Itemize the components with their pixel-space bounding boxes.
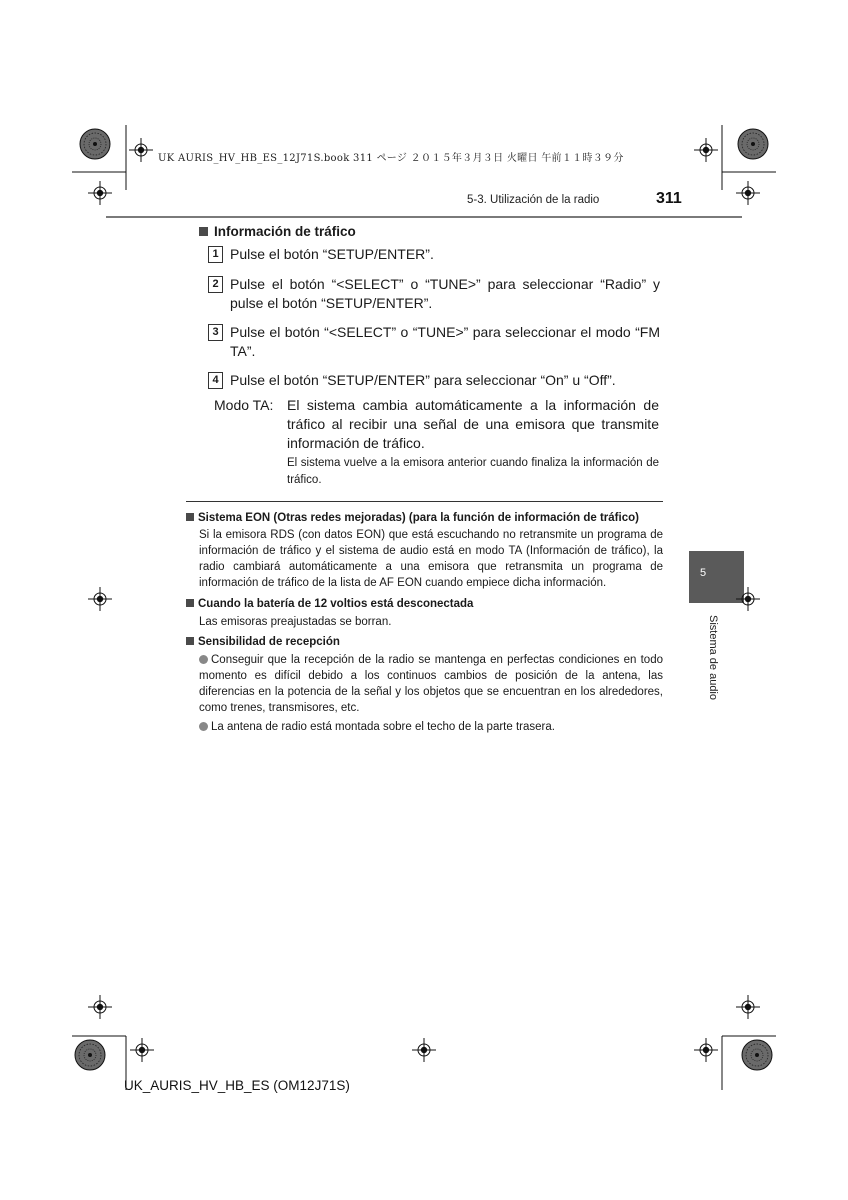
section-heading: Información de tráfico xyxy=(199,224,356,239)
list-item: La antena de radio está montada sobre el techo de la parte trasera. xyxy=(199,719,663,735)
ta-mode-label: Modo TA: xyxy=(214,397,274,413)
ta-mode-note: El sistema vuelve a la emisora anterior cuando finaliza la información de tráfico. xyxy=(287,457,659,486)
step-number: 4 xyxy=(208,372,223,389)
step-text: Pulse el botón “SETUP/ENTER”. xyxy=(230,246,434,262)
note-heading-reception: Sensibilidad de recepción xyxy=(186,634,340,650)
step-text: Pulse el botón “<SELECT” o “TUNE>” para seleccionar “Radio” y pulse el botón “SETUP/ENTER”. xyxy=(230,276,660,311)
page-number: 311 xyxy=(656,190,682,207)
note-text-eon: Si la emisora RDS (con datos EON) que está escuchando no retransmite un programa de información de tráfico y el sistema de audio está en modo TA (Información de tráfico), la radio cambiará automáticamente a una emisora que retransmita un programa de información de tráfico de la lista de AF EON cuando empiece dicha información. xyxy=(199,529,663,589)
note-text-battery: Las emisoras preajustadas se borran. xyxy=(199,616,392,628)
step-text: Pulse el botón “SETUP/ENTER” para seleccionar “On” u “Off”. xyxy=(230,372,616,388)
note-heading-eon: Sistema EON (Otras redes mejoradas) (para la función de información de tráfico) xyxy=(186,510,639,526)
step-text: Pulse el botón “<SELECT” o “TUNE>” para seleccionar el modo “FM TA”. xyxy=(230,324,660,359)
book-info-header: UK AURIS_HV_HB_ES_12J71S.book 311 ページ ２０１５年３月３日 火曜日 午前１１時３９分 xyxy=(158,153,624,164)
chapter-label: Sistema de audio xyxy=(707,615,719,700)
step-number: 2 xyxy=(208,276,223,293)
note-heading-battery: Cuando la batería de 12 voltios está desconectada xyxy=(186,596,473,612)
ta-mode-description: El sistema cambia automáticamente a la información de tráfico al recibir una señal de una emisora que transmite información de tráfico. xyxy=(287,397,659,451)
section-title: 5-3. Utilización de la radio xyxy=(467,194,600,206)
step-number: 1 xyxy=(208,246,223,263)
step-number: 3 xyxy=(208,324,223,341)
chapter-number: 5 xyxy=(700,567,707,579)
list-item: Conseguir que la recepción de la radio se mantenga en perfectas condiciones en todo momento es difícil debido a los continuos cambios de posición de la antena, las diferencias en la potencia de la señal y los objetos que se encuentran en los alrededores, como trenes, transmisores, etc. xyxy=(199,654,663,714)
document-code-footer: UK_AURIS_HV_HB_ES (OM12J71S) xyxy=(124,1078,350,1093)
